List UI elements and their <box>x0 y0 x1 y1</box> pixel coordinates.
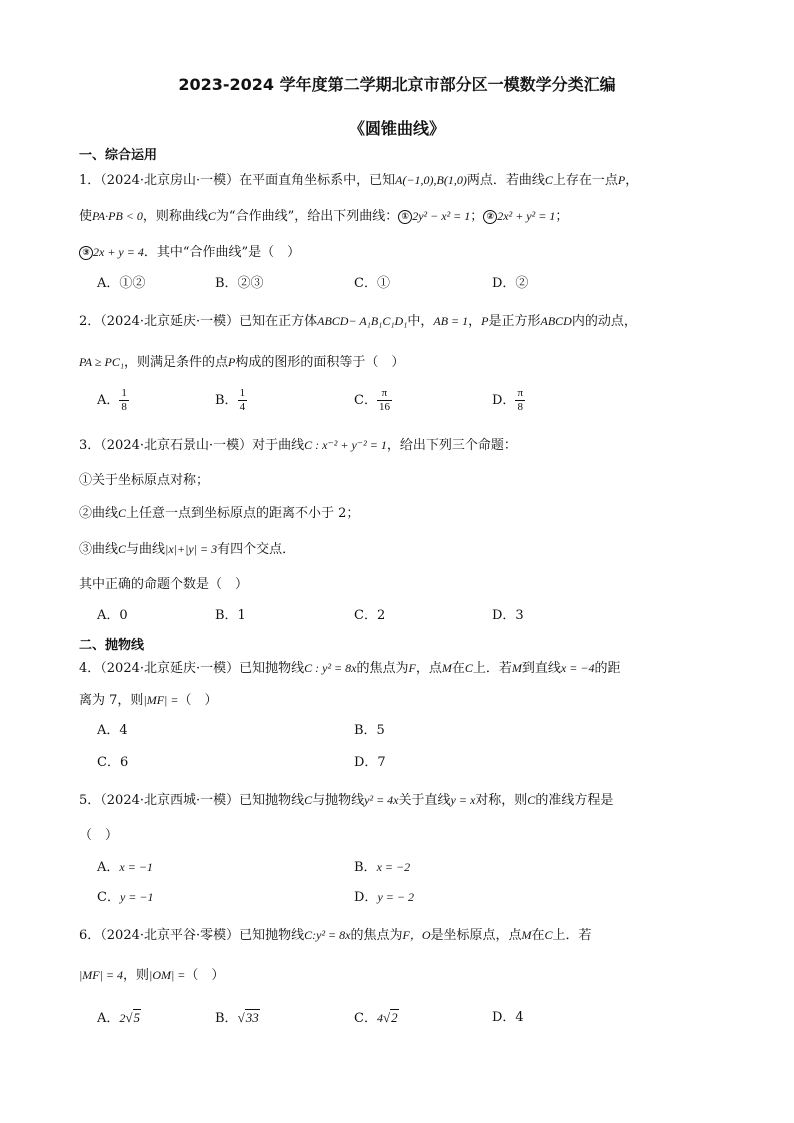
q6-line2: |MF| = 4，则|OM| =（ ） <box>79 968 225 983</box>
section-heading-comprehensive: 一、综合运用 <box>79 148 158 163</box>
circled-number-2: ② <box>483 210 497 224</box>
q3-line1: 3．（2024·北京石景山·一模）对于曲线C : x⁻² + y⁻² = 1，给出下列三个命题： <box>79 438 517 453</box>
q3-option-d: D．3 <box>492 608 524 623</box>
q1-option-a: A．①② <box>97 276 146 291</box>
fraction: $\frac{1}{4}$ <box>239 387 246 413</box>
q5-option-d: D．y = − 2 <box>354 890 414 905</box>
circled-number-3: ③ <box>79 246 93 260</box>
q4-option-d: D．7 <box>354 755 386 770</box>
q3-proposition-3: ③曲线C与曲线|x|+|y| = 3有四个交点． <box>79 542 296 557</box>
q4-option-a: A．4 <box>97 723 128 738</box>
square-root-expression: 2√5 <box>119 1010 141 1025</box>
q2-line1: 2．（2024·北京延庆·一模）已知在正方体ABCD− A₁B₁C₁D₁中，AB = 1，P是正方形ABCD内的动点， <box>79 314 637 329</box>
q4-line2: 离为 7，则|MF| =（ ） <box>79 693 218 708</box>
q1-option-d: D．② <box>492 276 529 291</box>
q3-question: 其中正确的命题个数是（ ） <box>79 577 249 592</box>
fraction: $\frac{1}{8}$ <box>121 387 127 413</box>
q3-option-b: B．1 <box>215 608 246 623</box>
q2-option-a: A． $\frac{1}{8}$ <box>97 387 127 413</box>
q4-line1: 4．（2024·北京延庆·一模）已知抛物线C : y² = 8x的焦点为F，点M在C上．若M到直线x = −4的距 <box>79 661 621 676</box>
q6-option-d: D．4 <box>492 1010 524 1025</box>
section-heading-parabola: 二、抛物线 <box>79 638 145 653</box>
q1-option-c: C．① <box>354 276 390 291</box>
q4-option-b: B．5 <box>354 723 385 738</box>
q5-line2: （ ） <box>79 828 119 843</box>
q4-option-c: C．6 <box>97 755 129 770</box>
q5-option-c: C．y = −1 <box>97 890 154 905</box>
q2-line2: PA ≥ PC₁，则满足条件的点P构成的图形的面积等于（ ） <box>79 355 405 370</box>
fraction: $\frac{\pi}{16}$ <box>378 387 390 413</box>
q5-option-b: B．x = −2 <box>354 860 411 875</box>
q5-line1: 5．（2024·北京西城·一模）已知抛物线C与抛物线y² = 4x关于直线y = x对称，则C的准线方程是 <box>79 793 614 808</box>
q1-line3: ③ 2x + y = 4．其中“合作曲线”是（ ） <box>79 242 300 263</box>
q6-line1: 6．（2024·北京平谷·零模）已知抛物线C:y² = 8x的焦点为F，O是坐标原点，点M在C上．若 <box>79 928 592 943</box>
q1-line2: 使PA·PB < 0，则称曲线C为“合作曲线”，给出下列曲线： ① 2y² − x² = 1； ② 2x² + y² = 1； <box>79 209 569 224</box>
document-subtitle: 《圆锥曲线》 <box>348 119 445 138</box>
q1-line1: 1．（2024·北京房山·一模）在平面直角坐标系中，已知A(−1,0),B(1,0)两点．若曲线C上存在一点P， <box>79 173 639 188</box>
q3-option-a: A．0 <box>97 608 128 623</box>
fraction: $\frac{\pi}{8}$ <box>517 387 523 413</box>
document-title: 2023-2024 学年度第二学期北京市部分区一模数学分类汇编 <box>178 75 616 94</box>
q6-option-c: C．4√2 <box>354 1010 398 1026</box>
q3-proposition-1: ①关于坐标原点对称； <box>79 473 210 488</box>
square-root-expression: √33 <box>237 1010 259 1025</box>
q3-option-c: C．2 <box>354 608 386 623</box>
q6-option-b: B．√33 <box>215 1010 259 1026</box>
q1-option-b: B．②③ <box>215 276 264 291</box>
q2-option-d: D． $\frac{\pi}{8}$ <box>492 387 523 413</box>
q5-option-a: A．x = −1 <box>97 860 153 875</box>
q2-option-c: C． $\frac{\pi}{16}$ <box>354 387 390 413</box>
vector-dot-product: PA·PB < 0 <box>92 209 143 223</box>
circled-number-1: ① <box>398 210 412 224</box>
square-root-expression: 4√2 <box>376 1010 398 1025</box>
q3-proposition-2: ②曲线C上任意一点到坐标原点的距离不小于 2； <box>79 506 360 521</box>
q6-option-a: A．2√5 <box>97 1010 141 1026</box>
q2-option-b: B． $\frac{1}{4}$ <box>215 387 246 413</box>
